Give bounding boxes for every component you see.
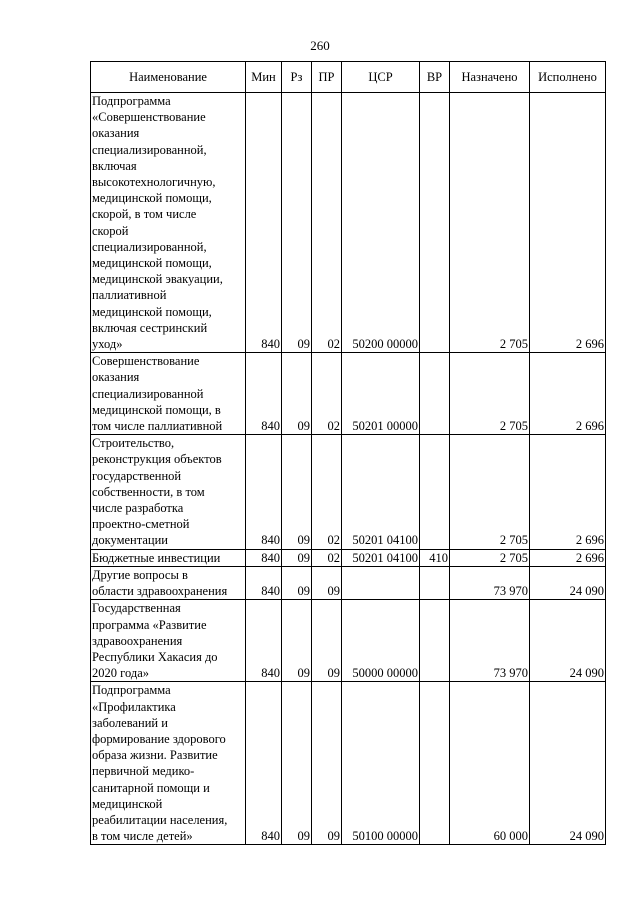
row-csr: 50100 00000 [342, 682, 420, 845]
row-pr: 09 [312, 600, 342, 682]
row-vr [420, 682, 450, 845]
row-name: Государственная программа «Развитие здравоохранения Республики Хакасия до 2020 года» [91, 600, 246, 682]
header-assigned: Назначено [450, 62, 530, 93]
row-name: Бюджетные инвестиции [91, 549, 246, 566]
page-number: 260 [310, 38, 330, 53]
row-rz: 09 [282, 682, 312, 845]
row-executed: 24 090 [530, 600, 606, 682]
row-vr [420, 353, 450, 435]
header-csr: ЦСР [342, 62, 420, 93]
row-rz: 09 [282, 93, 312, 353]
row-rz: 09 [282, 549, 312, 566]
table-row [91, 93, 606, 353]
row-min: 840 [246, 566, 282, 599]
header-rz: Рз [282, 62, 312, 93]
row-rz: 09 [282, 435, 312, 549]
row-csr: 50000 00000 [342, 600, 420, 682]
table-row [91, 435, 606, 549]
row-name: Подпрограмма «Совершенствование оказания специализированной, включая высокотехнологичную, медицинской помощи, скорой, в том числе скорой специализированной, медицинской помощи, медицинской эвакуации, паллиативной медицинской помощи, включая сестринский уход» [91, 93, 246, 353]
row-min: 840 [246, 353, 282, 435]
row-assigned: 60 000 [450, 682, 530, 845]
row-pr: 09 [312, 566, 342, 599]
header-executed: Исполнено [530, 62, 606, 93]
row-executed: 2 696 [530, 93, 606, 353]
row-assigned: 2 705 [450, 435, 530, 549]
row-rz: 09 [282, 566, 312, 599]
table-row [91, 549, 606, 566]
budget-table [90, 61, 606, 845]
row-name: Другие вопросы в области здравоохранения [91, 566, 246, 599]
row-executed: 24 090 [530, 566, 606, 599]
row-vr [420, 93, 450, 353]
row-csr: 50201 04100 [342, 549, 420, 566]
row-min: 840 [246, 93, 282, 353]
table-row [91, 566, 606, 599]
row-assigned: 2 705 [450, 353, 530, 435]
row-executed: 2 696 [530, 353, 606, 435]
row-executed: 2 696 [530, 549, 606, 566]
row-assigned: 73 970 [450, 600, 530, 682]
row-csr: 50201 00000 [342, 353, 420, 435]
row-rz: 09 [282, 353, 312, 435]
header-min: Мин [246, 62, 282, 93]
row-name: Совершенствование оказания специализированной медицинской помощи, в том числе паллиативной [91, 353, 246, 435]
row-vr [420, 435, 450, 549]
row-min: 840 [246, 600, 282, 682]
row-vr: 410 [420, 549, 450, 566]
row-csr: 50201 04100 [342, 435, 420, 549]
row-csr: 50200 00000 [342, 93, 420, 353]
row-min: 840 [246, 549, 282, 566]
header-name: Наименование [91, 62, 246, 93]
table-row [91, 353, 606, 435]
header-pr: ПР [312, 62, 342, 93]
row-pr: 02 [312, 353, 342, 435]
row-assigned: 73 970 [450, 566, 530, 599]
row-executed: 24 090 [530, 682, 606, 845]
row-pr: 02 [312, 549, 342, 566]
row-executed: 2 696 [530, 435, 606, 549]
row-pr: 02 [312, 93, 342, 353]
row-min: 840 [246, 435, 282, 549]
row-pr: 02 [312, 435, 342, 549]
row-assigned: 2 705 [450, 93, 530, 353]
table-row [91, 682, 606, 845]
row-rz: 09 [282, 600, 312, 682]
header-vr: ВР [420, 62, 450, 93]
row-min: 840 [246, 682, 282, 845]
row-pr: 09 [312, 682, 342, 845]
row-vr [420, 600, 450, 682]
table-row [91, 600, 606, 682]
row-name: Строительство, реконструкция объектов государственной собственности, в том числе разработка проектно-сметной документации [91, 435, 246, 549]
row-assigned: 2 705 [450, 549, 530, 566]
row-csr [342, 566, 420, 599]
table-header-row [91, 62, 606, 93]
row-name: Подпрограмма «Профилактика заболеваний и формирование здорового образа жизни. Развитие первичной медико- санитарной помощи и медицинской реабилитации населения, в том числе детей» [91, 682, 246, 845]
row-vr [420, 566, 450, 599]
